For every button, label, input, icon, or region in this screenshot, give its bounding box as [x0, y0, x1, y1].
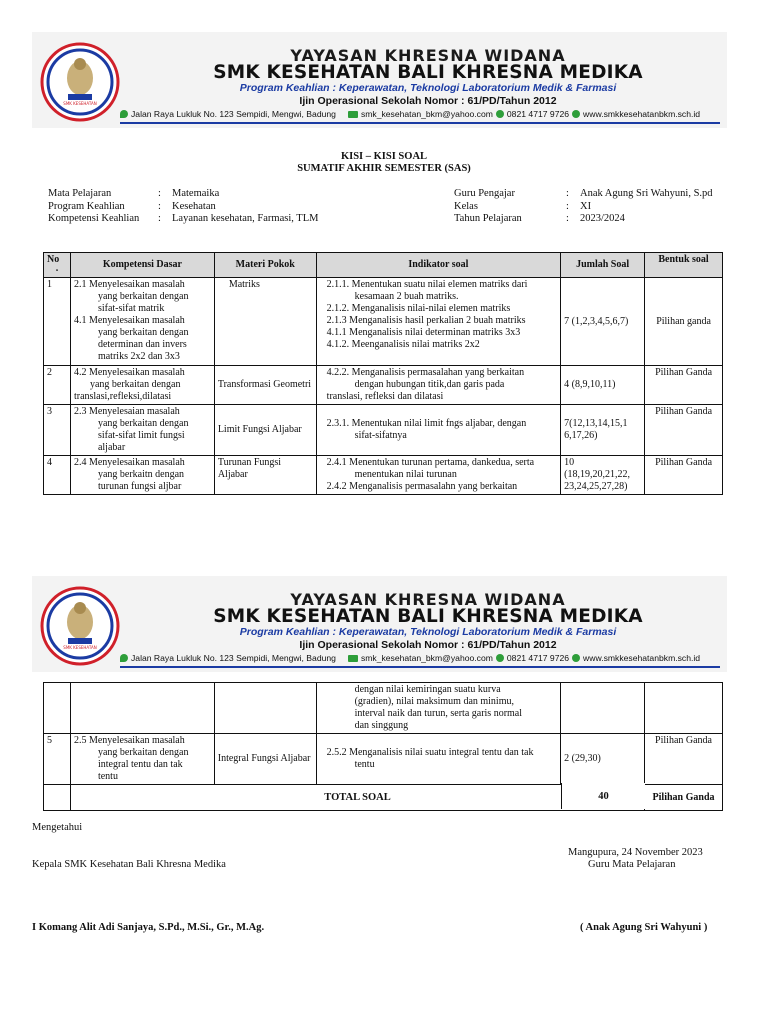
kd-line: translasi,refleksi,dilatasi — [73, 391, 172, 402]
indikator-line: translasi, refleksi dan dilatasi — [326, 391, 444, 402]
indikator-line: kesamaan 2 buah matriks. — [354, 291, 459, 302]
contact-line — [120, 653, 727, 663]
cell-no: 3 — [44, 405, 71, 456]
total-label: TOTAL SOAL — [70, 785, 644, 811]
header-indikator: Indikator soal — [316, 253, 560, 278]
total-bentuk: Pilihan Ganda — [645, 785, 723, 811]
cell-kd — [70, 683, 214, 734]
indikator-line: 4.1.2. Meenganalisis nilai matriks 2x2 — [326, 339, 480, 350]
meta-sep: : — [566, 188, 569, 199]
indikator-line: 2.5.2 Menganalisis nilai suatu integral tentu dan tak — [326, 747, 534, 758]
cell-kd — [70, 734, 214, 785]
table-row — [44, 683, 723, 734]
principal-title: Kepala SMK Kesehatan Bali Khresna Medika — [32, 859, 226, 870]
kd-line: turunan fungsi aljbar — [97, 481, 182, 492]
cell-no: 1 — [44, 278, 71, 366]
total-value-text: 40 — [598, 790, 609, 802]
kd-line: determinan dan invers — [97, 339, 187, 350]
kd-line: 4.1 Menyelesaikan masalah — [73, 315, 185, 326]
kd-line: yang berkaitan dengan — [89, 379, 181, 390]
cell-kd — [70, 366, 214, 405]
meta-sep: : — [566, 201, 569, 212]
foundation-name: YAYASAN KHRESNA WIDANA — [290, 590, 566, 609]
cell-bentuk — [645, 683, 723, 734]
school-name: SMK KESEHATAN BALI KHRESNA MEDIKA — [213, 62, 643, 83]
email: smk_kesehatan_bkm@yahoo.com — [360, 109, 493, 119]
header-materi: Materi Pokok — [214, 253, 316, 278]
meta-sep: : — [158, 188, 161, 199]
permit-line: Ijin Operasional Sekolah Nomor : 61/PD/Tahun 2012 — [299, 95, 557, 107]
kd-line: yang berkaitan dengan — [97, 747, 189, 758]
doc-subtitle: SUMATIF AKHIR SEMESTER (SAS) — [297, 163, 471, 174]
cell-indikator — [316, 278, 560, 366]
header-kd: Kompetensi Dasar — [70, 253, 214, 278]
indikator-line: interval naik dan turun, serta garis normal — [354, 708, 523, 719]
cell-materi: Limit Fungsi Aljabar — [214, 405, 316, 456]
website: www.smkkesehatanbkm.sch.id — [583, 109, 701, 119]
header-no — [44, 253, 71, 278]
cell-indikator — [316, 456, 560, 495]
indikator-line: 2.1.2. Menganalisis nilai-nilai elemen matriks — [326, 303, 511, 314]
email: smk_kesehatan_bkm@yahoo.com — [360, 653, 493, 663]
globe-icon — [572, 654, 580, 662]
school-logo — [40, 586, 120, 666]
table-row — [44, 456, 723, 495]
cell-jumlah: 2 (29,30) — [561, 734, 645, 785]
cell-bentuk: Pilihan Ganda — [645, 456, 723, 495]
kd-line: yang berkaitn dengan — [97, 469, 185, 480]
cell-no — [44, 683, 71, 734]
kd-line: 2.4 Menyelesaikan masalah — [73, 457, 185, 468]
kd-line: sifat-sifat matrik — [97, 303, 165, 314]
meta-sep: : — [566, 213, 569, 224]
program-line: Program Keahlian : Keperawatan, Teknologi Laboratorium Medik & Farmasi — [239, 82, 617, 94]
website: www.smkkesehatanbkm.sch.id — [583, 653, 701, 663]
indikator-line: 2.4.2 Menganalisis permasalahn yang berkaitan — [326, 481, 518, 492]
kd-line: yang berkaitan dengan — [97, 327, 189, 338]
header-no-dot: . — [55, 263, 59, 274]
cell-jumlah: 7(12,13,14,15,1 6,17,26) — [561, 405, 645, 456]
cell-no: 2 — [44, 366, 71, 405]
kd-line: aljabar — [97, 442, 126, 453]
letterhead-rule — [120, 666, 720, 668]
cell-indikator — [316, 405, 560, 456]
cell-kd — [70, 405, 214, 456]
kd-line: tentu — [97, 771, 118, 782]
meta-label: Guru Pengajar — [454, 188, 515, 199]
cell-jumlah: 10 (18,19,20,21,22, 23,24,25,27,28) — [561, 456, 645, 495]
indikator-line: 4.1.1 Menganalisis nilai determinan matriks 3x3 — [326, 327, 521, 338]
cell-materi: Matriks — [214, 278, 316, 366]
cell-jumlah: 4 (8,9,10,11) — [561, 366, 645, 405]
cell-materi: Turunan Fungsi Aljabar — [214, 456, 316, 495]
meta-value: Layanan kesehatan, Farmasi, TLM — [172, 213, 319, 224]
indikator-line: 2.1.3 Menganalisis hasil perkalian 2 buah matriks — [326, 315, 526, 326]
meta-value: 2023/2024 — [580, 213, 625, 224]
meta-value: Anak Agung Sri Wahyuni, S.pd — [580, 188, 713, 199]
kd-line: integral tentu dan tak — [97, 759, 183, 770]
mail-icon — [348, 111, 358, 118]
kd-line: 2.3 Menyelesaian masalah — [73, 406, 180, 417]
table-row — [44, 405, 723, 456]
meta-label: Program Keahlian — [48, 201, 125, 212]
kd-line: 2.1 Menyelesaikan masalah — [73, 279, 185, 290]
globe-icon — [572, 110, 580, 118]
cell-indikator — [316, 683, 561, 734]
teacher-name: ( Anak Agung Sri Wahyuni ) — [580, 922, 708, 933]
phone: 0821 4717 9726 — [506, 653, 570, 663]
cell-no — [44, 785, 71, 811]
header-no-label: No — [47, 254, 60, 265]
kd-line: matriks 2x2 dan 3x3 — [97, 351, 180, 362]
principal-name: I Komang Alit Adi Sanjaya, S.Pd., M.Si., Gr., M.Ag. — [32, 922, 265, 933]
cell-no: 5 — [44, 734, 71, 785]
cell-bentuk: Pilihan Ganda — [645, 366, 723, 405]
indikator-line: dengan nilai kemiringan suatu kurva — [354, 684, 501, 695]
address: Jalan Raya Lukluk No. 123 Sempidi, Mengwi, Badung — [131, 109, 336, 119]
table-header-row — [44, 253, 723, 278]
whatsapp-icon — [496, 110, 504, 118]
indikator-line: dan singgung — [354, 720, 409, 731]
cell-kd — [70, 278, 214, 366]
indikator-line: tentu — [354, 759, 375, 770]
meta-sep: : — [158, 213, 161, 224]
table-row — [44, 734, 723, 785]
location-pin-icon — [120, 654, 128, 662]
cell-materi: Transformasi Geometri — [214, 366, 316, 405]
location-pin-icon — [120, 110, 128, 118]
svg-text:SMK KESEHATAN: SMK KESEHATAN — [63, 645, 97, 650]
acknowledged-label: Mengetahui — [32, 822, 83, 833]
contact-line — [120, 109, 727, 119]
cell-bentuk: Pilihan Ganda — [645, 405, 723, 456]
cell-no: 4 — [44, 456, 71, 495]
table-row — [44, 366, 723, 405]
indikator-line: 2.3.1. Menentukan nilai limit fngs aljabar, dengan — [326, 418, 527, 429]
kd-line: 2.5 Menyelesaikan masalah — [73, 735, 185, 746]
cell-kd — [70, 456, 214, 495]
permit-line: Ijin Operasional Sekolah Nomor : 61/PD/Tahun 2012 — [299, 639, 557, 651]
cell-bentuk: Pilihan Ganda — [645, 734, 723, 785]
indikator-line: 4.2.2. Menganalisis permasalahan yang berkaitan — [326, 367, 525, 378]
meta-label: Kelas — [454, 201, 478, 212]
kisi-table — [43, 252, 723, 495]
svg-text:SMK KESEHATAN: SMK KESEHATAN — [63, 101, 97, 106]
cell-indikator — [316, 366, 560, 405]
meta-sep: : — [158, 201, 161, 212]
meta-label: Kompetensi Keahlian — [48, 213, 140, 224]
kd-line: yang berkaitan dengan — [97, 291, 189, 302]
indikator-line: 2.1.1. Menentukan suatu nilai elemen matriks dari — [326, 279, 528, 290]
place-date: Mangupura, 24 November 2023 — [568, 847, 703, 858]
cell-bentuk: Pilihan ganda — [645, 278, 723, 366]
kd-line: yang berkaitan dengan — [97, 418, 189, 429]
cell-indikator — [316, 734, 561, 785]
table-row — [44, 278, 723, 366]
indikator-line: sifat-sifatnya — [354, 430, 407, 441]
letterhead — [32, 576, 727, 672]
meta-label: Mata Pelajaran — [48, 188, 112, 199]
meta-value: Matemaika — [172, 188, 220, 199]
letterhead-rule — [120, 122, 720, 124]
school-name: SMK KESEHATAN BALI KHRESNA MEDIKA — [213, 606, 643, 627]
school-logo — [40, 42, 120, 122]
total-value-cell — [561, 783, 645, 809]
meta-label: Tahun Pelajaran — [454, 213, 522, 224]
kd-line: 4.2 Menyelesaikan masalah — [73, 367, 185, 378]
whatsapp-icon — [496, 654, 504, 662]
doc-title: KISI – KISI SOAL — [340, 151, 428, 162]
indikator-line: menentukan nilai turunan — [354, 469, 457, 480]
indikator-line: (gradien), nilai maksimum dan minimu, — [354, 696, 514, 707]
header-jumlah: Jumlah Soal — [561, 253, 645, 278]
meta-value: XI — [580, 201, 592, 212]
meta-value: Kesehatan — [172, 201, 216, 212]
header-bentuk: Bentuk soal — [645, 253, 723, 278]
phone: 0821 4717 9726 — [506, 109, 570, 119]
indikator-line: dengan hubungan titik,dan garis pada — [354, 379, 505, 390]
address: Jalan Raya Lukluk No. 123 Sempidi, Mengwi, Badung — [131, 653, 336, 663]
letterhead — [32, 32, 727, 128]
kd-line: sifat-sifat limit fungsi — [97, 430, 185, 441]
cell-materi — [214, 683, 316, 734]
teacher-title: Guru Mata Pelajaran — [588, 859, 676, 870]
foundation-name: YAYASAN KHRESNA WIDANA — [290, 46, 566, 65]
program-line: Program Keahlian : Keperawatan, Teknologi Laboratorium Medik & Farmasi — [239, 626, 617, 638]
cell-jumlah: 7 (1,2,3,4,5,6,7) — [561, 278, 645, 366]
mail-icon — [348, 655, 358, 662]
indikator-line: 2.4.1 Menentukan turunan pertama, dankedua, serta — [326, 457, 535, 468]
cell-jumlah — [561, 683, 645, 734]
cell-materi: Integral Fungsi Aljabar — [214, 734, 316, 785]
